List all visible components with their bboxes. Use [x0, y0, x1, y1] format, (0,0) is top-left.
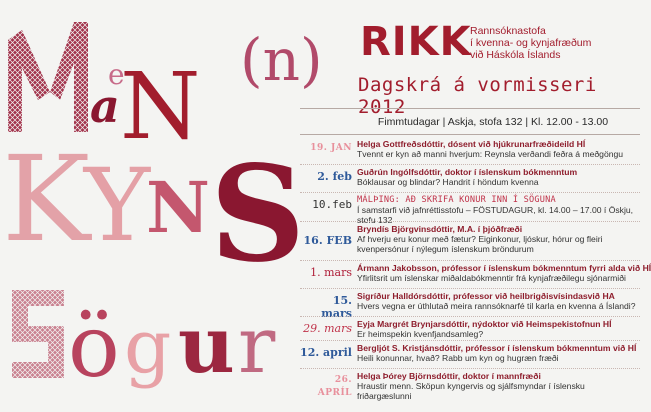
- event-speaker: Ármann Jakobsson, prófessor í íslenskum bókmenntum fyrri alda við HÍ: [357, 263, 651, 273]
- event-speaker: Helga Þórey Björnsdóttir, doktor í mannfræði: [357, 371, 541, 381]
- schedule-subtitle: Dagskrá á vormisseri 2012: [358, 74, 597, 118]
- divider: [300, 134, 640, 135]
- event-talk-title: Hraustir menn. Sköpun kyngervis og sjálfsmyndar í íslensku friðargæslunni: [357, 381, 585, 402]
- event-date: 26. APRÍL: [317, 375, 352, 398]
- event-speaker: Bergljót S. Kristjánsdóttir, prófessor í íslenskum bókmenntum við HÍ: [357, 343, 637, 353]
- event-separator: [300, 288, 640, 289]
- letter-r-art: r: [238, 301, 276, 391]
- divider: [300, 108, 640, 109]
- institution-line: Rannsóknastofa: [470, 25, 546, 37]
- event-talk-title: Í samstarfi við jafnréttisstofu – FÖSTUDAGUR, kl. 14.00 – 17.00 í Öskju, stofu 132: [357, 205, 634, 226]
- event-talk-title: Tvennt er kyn að manni hverjum: Reynsla verðandi feðra á meðgöngu: [357, 149, 624, 160]
- event-date: 15. mars: [321, 294, 352, 320]
- letter-o-art: ö: [68, 297, 120, 397]
- event-description: [357, 343, 640, 363]
- event-date: 1. mars: [310, 266, 352, 279]
- event-date: 2. feb: [317, 170, 352, 183]
- event-description: [357, 371, 640, 402]
- letter-k-art: K: [2, 130, 91, 268]
- event-speaker: Guðrún Ingólfsdóttir, doktor í íslenskum bókmenntum: [357, 167, 578, 177]
- event-speaker: Eyja Margrét Brynjarsdóttir, nýdoktor við Heimspekistofnun HÍ: [357, 319, 612, 329]
- institution-line: við Háskóla Íslands: [470, 49, 561, 61]
- event-separator: [300, 221, 640, 222]
- event-separator: [300, 164, 640, 165]
- event-separator: [300, 260, 640, 261]
- letter-s-stitched: [12, 290, 64, 378]
- brand-title: RIKK: [360, 19, 472, 65]
- letter-a-art: a: [90, 79, 120, 133]
- event-description: [357, 167, 640, 187]
- institution-line: í kvenna- og kynjafræðum: [470, 37, 592, 49]
- event-talk-title: Hvers vegna er úthlutað meira rannsóknarfé til karla en kvenna á Íslandi?: [357, 301, 636, 312]
- event-symposium-title: MÁLÞING: AÐ SKRIFA KONUR INN Í SÖGUNA: [357, 195, 556, 205]
- event-speaker: Helga Gottfreðsdóttir, dósent við hjúkrunarfræðideild HÍ: [357, 139, 586, 149]
- event-separator: [300, 316, 640, 317]
- letter-y-art: Y: [84, 147, 151, 264]
- event-talk-title: Heili konunnar, hvað? Rabb um kyn og hugræn fræði: [357, 353, 559, 364]
- event-date: 10.feb: [312, 198, 352, 211]
- letter-n-art: N: [120, 53, 201, 160]
- event-talk-title: Er heimspekin kvenfjandsamleg?: [357, 329, 484, 340]
- event-description: [357, 139, 640, 159]
- event-talk-title: Bóklausar og blindar? Handrit í höndum kvenna: [357, 177, 539, 188]
- event-separator: [300, 340, 640, 341]
- letter-g-art: g: [124, 304, 172, 390]
- event-date: 16. FEB: [303, 234, 352, 247]
- event-description: [357, 319, 640, 339]
- event-talk-title: Yfirlitsrit um íslenskar miðaldabókmenntir frá kynjafræðilegu sjónarmiði: [357, 273, 626, 284]
- event-date: 29. mars: [303, 322, 352, 335]
- letter-n2-art: N: [146, 166, 210, 249]
- letter-u-art: u: [178, 300, 235, 391]
- event-speaker: Sigríður Halldórsdóttir, prófessor við heilbrigðisvísindasvið HA: [357, 291, 615, 301]
- letter-e-art: e: [108, 58, 125, 91]
- event-speaker: Bryndís Björgvinsdóttir, M.A. í þjóðfræði: [357, 224, 523, 234]
- event-date: 12. april: [300, 346, 352, 359]
- decorative-title: [0, 0, 323, 412]
- title-word-1: MaN: [0, 0, 3, 1]
- event-description: [357, 291, 640, 311]
- schedule-meta: Fimmtudagar | Askja, stofa 132 | Kl. 12.00 - 13.00: [377, 116, 609, 128]
- event-description: [357, 224, 640, 255]
- event-separator: [300, 192, 640, 193]
- letter-s-art: S: [210, 137, 306, 292]
- event-description: [357, 263, 651, 284]
- letter-n-parenthesis: (n): [240, 26, 323, 94]
- event-date: 19. JAN: [310, 143, 352, 153]
- event-talk-title: Af hverju eru konur með fætur? Eiginkonur, ljóskur, hórur og fleiri kvenpersónur í nýlegum íslenskum bröndurum: [357, 234, 603, 255]
- event-separator: [300, 368, 640, 369]
- institution-name: [470, 25, 640, 61]
- letter-m-stitched: [8, 22, 88, 132]
